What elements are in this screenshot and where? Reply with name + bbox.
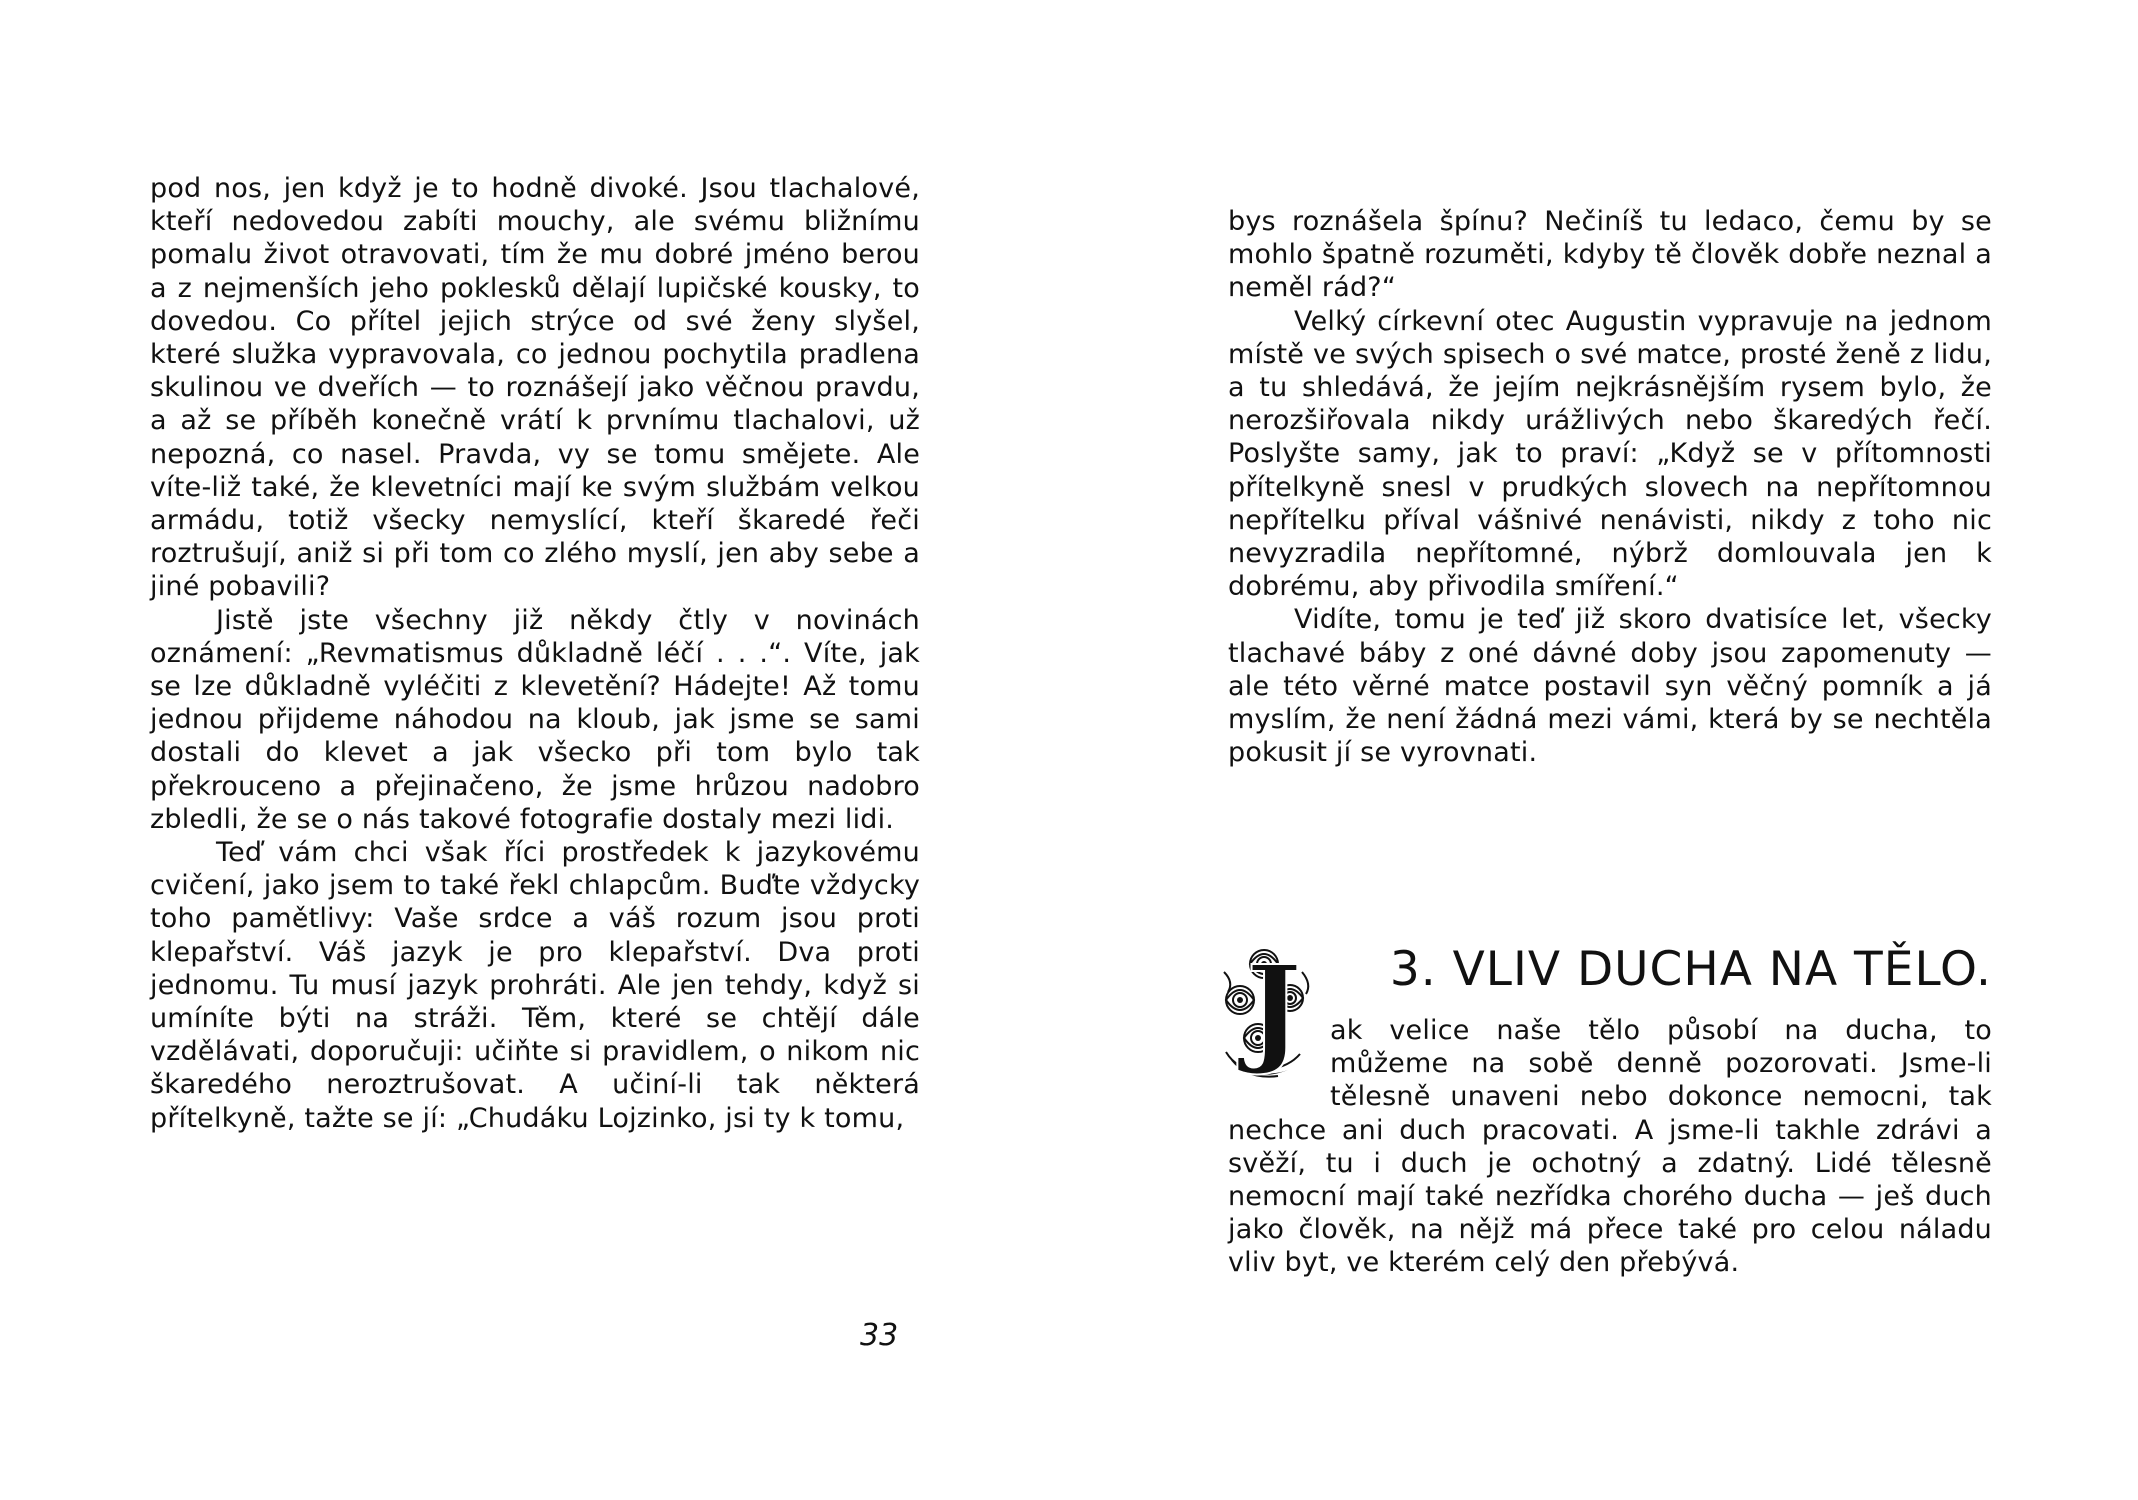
chapter-body-text: ak velice naše tělo působí na ducha, to můžeme na sobě denně pozorovati. Jsme-li tělesně unaveni nebo dokonce nemocni, tak nechce ani duch pracovati. A jsme-li takhle zdrávi a svěží, tu i duch je ochotný a zdatný. Lidé tělesně nemocní mají také nezřídka chorého ducha — ješ duch jako člověk, na nějž má přece také pro celou náladu vliv byt, ve kterém celý den přebývá.: [1228, 1015, 1992, 1279]
page-number: 33: [860, 1318, 899, 1353]
dropcap-letter: J: [1245, 942, 1303, 1078]
left-paragraph-3: Teď vám chci však říci prostředek k jazykovému cvičení, jako jsem to také řekl chlapcům. Buďte vždycky toho pamětlivy: Vaše srdce a váš rozum jsou proti klepařství. Váš jazyk je pro klepařství. Dva proti jednomu. Tu musí jazyk prohráti. Ale jen tehdy, když si umíníte býti na stráži. Těm, které se chtějí dále vzdělávati, doporučuji: učiňte si pravidlem, o nikom nic škaredého neroztrušovat. A učiní-li tak některá přítelkyně, tažte se jí: „Chudáku Lojzinko, jsi ty k tomu,: [150, 837, 920, 1134]
left-page: [150, 172, 920, 1135]
left-paragraph-2: Jistě jste všechny již někdy čtly v novinách oznámení: „Revmatismus důkladně léčí . . .“. Víte, jak se lze důkladně vyléčiti z klevetění? Hádejte! Až tomu jednou přijdeme náhodou na kloub, jak jsme se sami dostali do klevet a jak všecko při tom bylo tak překrouceno a přejinačeno, že jsme hrůzou nadobro zbledli, že se o nás takové fotografie dostaly mezi lidi.: [150, 604, 920, 835]
left-paragraph-1: pod nos, jen když je to hodně divoké. Jsou tlachalové, kteří nedovedou zabíti mouchy, ale svému bližnímu pomalu život otravovati, tím že mu dobré jméno berou a z nejmenších jeho poklesků dělají lupičské kousky, to dovedou. Co přítel jejich strýce od své ženy slyšel, které služka vypravovala, co jednou pochytila pradlena skulinou ve dveřích — to roznášejí jako věčnou pravdu, a až se příběh konečně vrátí k prvnímu tlachalovi, už nepozná, co nasel. Pravda, vy se tomu smějete. Ale víte-liž také, že klevetníci mají ke svým službám velkou armádu, totiž všecky nemyslící, kteří škaredé řeči roztrušují, aniž si při tom co zlého myslí, jen aby sebe a jiné pobavili?: [150, 173, 920, 603]
chapter-heading: [1228, 938, 1992, 1014]
chapter-section: [1228, 938, 1992, 1280]
chapter-title: 3. VLIV DUCHA NA TĚLO.: [1389, 942, 1992, 997]
right-page: [1228, 205, 1992, 769]
right-paragraph-2: Velký církevní otec Augustin vypravuje na jednom místě ve svých spisech o své matce, prosté ženě z lidu, a tu shledává, že jejím nejkrásnějším rysem bylo, že nerozšiřovala nikdy urážlivých nebo škaredých řečí. Poslyšte samy, jak to praví: „Když se v přítomnosti přítelkyně snesl v prudkých slovech na nepřítomnou nepřítelku příval vášnivé nenávisti, nikdy z toho nic nevyzradila nepřítomné, nýbrž domlouvala jen k dobrému, aby přivodila smíření.“: [1228, 305, 1992, 603]
right-paragraph-1: bys roznášela špínu? Nečiníš tu ledaco, čemu by se mohlo špatně rozuměti, kdyby tě člověk dobře neznal a neměl rád?“: [1228, 206, 1992, 304]
right-paragraph-3: Vidíte, tomu je teď již skoro dvatisíce let, všecky tlachavé báby z oné dávné doby jsou zapomenuty — ale této věrné matce postavil syn věčný pomník a já myslím, že není žádná mezi vámi, která by se nechtěla pokusit jí se vyrovnati.: [1228, 604, 1992, 769]
